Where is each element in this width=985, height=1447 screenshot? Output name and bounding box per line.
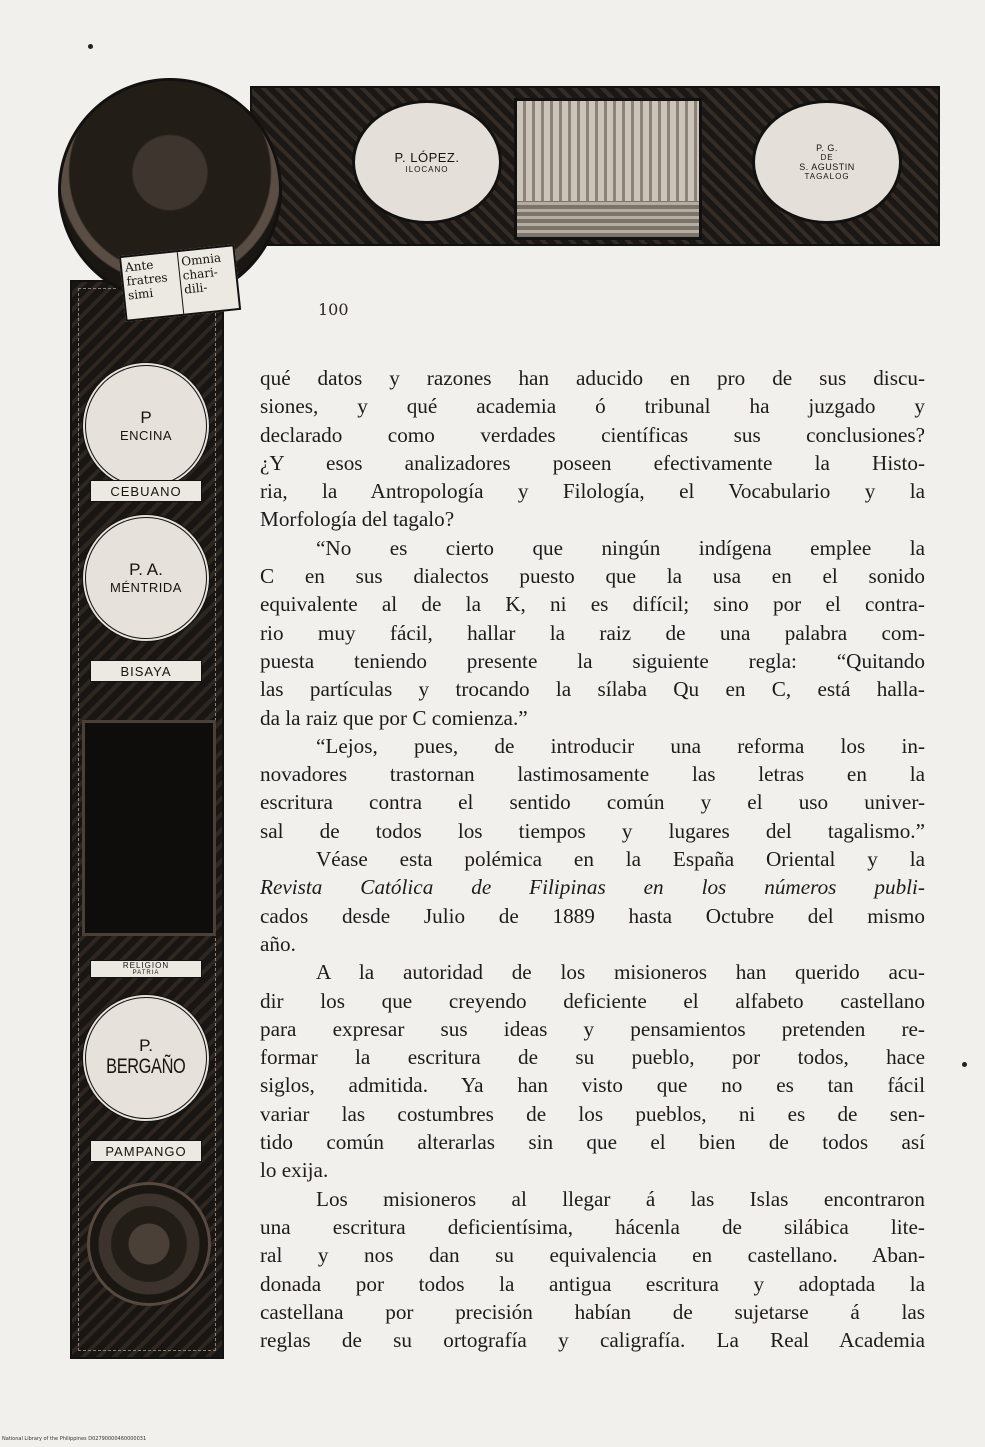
mentrida-name: MÉNTRIDA [110,579,182,595]
book-right-line: chari- [181,264,219,283]
text-line: formar la escritura de su pueblo, por todos, hace [260,1045,925,1070]
top-ornamental-band [250,86,940,246]
bergano-title: P. [139,1035,153,1055]
text-line: “Lejos, pues, de introducir una reforma los in- [316,733,925,758]
text-line: año. [260,931,296,956]
lopez-language: ILOCANO [405,165,449,174]
text-line: donada por todos la antigua escritura y adoptada la [260,1271,925,1296]
agustin-line3: S. AGUSTIN [799,162,855,172]
text-line: una escritura deficientísima, hácenla de silábica lite- [260,1214,925,1239]
library-credit: National Library of the Philippines D02790000460000031 [2,1436,147,1442]
text-line: ral y nos dan su equivalencia en castellano. Aban- [260,1243,925,1268]
religion-label [90,960,202,978]
text-line: para expresar sus ideas y pensamientos pretenden re- [260,1016,925,1041]
print-speck [962,1062,967,1067]
text-line: sal de todos los tiempos y lugares del tagalismo.” [260,818,925,843]
text-line: siones, y qué academia ó tribunal ha juzgado y [260,394,925,419]
text-line: reglas de su ortografía y caligrafía. La Real Academia [260,1328,925,1353]
text-line: las partículas y trocando la sílaba Qu en C, está halla- [260,677,925,702]
text-line: C en sus dialectos puesto que la usa en el sonido [260,564,925,589]
bergano-name: BERGAÑO [106,1055,186,1079]
open-book [119,244,241,322]
book-right-page [177,246,239,313]
agustin-line1: P. G. [816,143,838,153]
book-left-line: fratres [125,270,169,289]
text-line: novadores trastornan lastimosamente las letras en la [260,762,925,787]
building-engraving [514,98,702,240]
agustin-line2: DE [820,153,834,162]
agustin-language: TAGALOG [804,172,850,181]
bergano-medallion [82,994,210,1122]
text-line: ria, la Antropología y Filología, el Vocabulario y la [260,479,925,504]
text-line: rio muy fácil, hallar la raiz de una palabra com- [260,620,925,645]
text-line: puesta teniendo presente la siguiente regla: “Quitando [260,648,925,673]
text-line: A la autoridad de los misioneros han querido acu- [316,960,925,985]
book-right-line: dili- [183,279,209,297]
text-line: Los misioneros al llegar á las Islas encontraron [316,1186,925,1211]
text-line: castellana por precisión habían de sujetarse á las [260,1299,925,1324]
patria-text: PATRIA [132,970,160,976]
encina-medallion [82,362,210,490]
coat-of-arms-seal [87,1182,211,1306]
text-line: variar las costumbres de los pueblos, ni es de sen- [260,1101,925,1126]
mentrida-title: P. A. [129,560,163,580]
lopez-oval [352,100,502,224]
bisaya-label: BISAYA [90,660,202,682]
body-text [260,364,925,1354]
text-line: lo exija. [260,1158,329,1183]
text-line: equivalente al de la K, ni es difícil; sino por el contra- [260,592,925,617]
figures-engraving [82,720,216,936]
book-right-line: Omnia [180,250,222,269]
agustin-oval [752,100,902,224]
text-line: qué datos y razones han aducido en pro de sus discu- [260,366,925,390]
text-line: Véase esta polémica en la España Oriental y la [316,847,925,872]
religion-text: RELIGION [122,961,170,970]
text-line: dir los que creyendo deficiente el alfabeto castellano [260,988,925,1013]
text-line: tido común alterarlas sin que el bien de todos así [260,1130,925,1155]
book-left-line: simi [127,285,154,303]
left-ornamental-column [70,280,224,1359]
lopez-name: P. LÓPEZ. [394,150,460,165]
text-line: escritura contra el sentido común y el uso univer- [260,790,925,815]
encina-title: P [140,408,152,428]
text-line: Revista Católica de Filipinas en los números publi- [260,875,925,900]
text-line: declarado como verdades científicas sus conclusiones? [260,422,925,447]
text-line: cados desde Julio de 1889 hasta Octubre del mismo [260,903,925,928]
text-line: da la raiz que por C comienza.” [260,705,528,730]
mentrida-medallion [82,514,210,642]
text-line: “No es cierto que ningún indígena emplee la [316,535,925,560]
text-line: ¿Y esos analizadores poseen efectivamente la Histo- [260,450,925,475]
text-line: Morfología del tagalo? [260,507,455,532]
page-number: 100 [318,300,349,319]
text-line: siglos, admitida. Ya han visto que no es tan fácil [260,1073,925,1098]
book-left-page [121,252,184,320]
cebuano-label: CEBUANO [90,480,202,502]
pampango-label: PAMPANGO [90,1140,202,1162]
book-left-line: Ante [124,257,154,275]
print-speck [88,44,93,49]
encina-name: ENCINA [119,427,173,443]
